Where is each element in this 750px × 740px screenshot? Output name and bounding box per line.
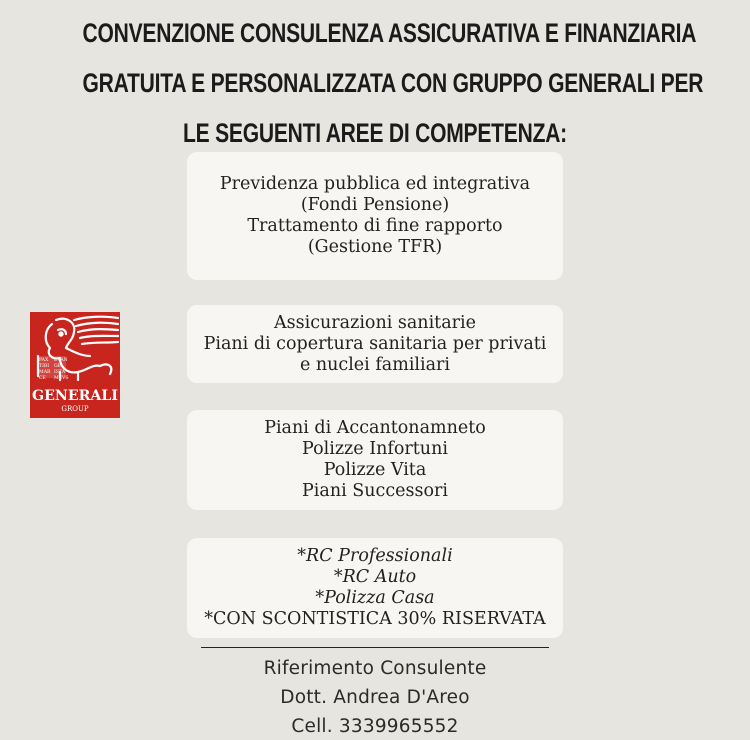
heading-line-3: LE SEGUENTI AREE DI COMPETENZA: <box>183 118 567 148</box>
card-assicurazioni-sanitarie <box>187 305 563 383</box>
contact-name: Dott. Andrea D'Areo <box>280 687 470 708</box>
card-line: Polizze Vita <box>323 460 427 480</box>
card-line: Assicurazioni sanitarie <box>274 312 476 333</box>
card-line: *CON SCONTISTICA 30% RISERVATA <box>204 609 546 629</box>
card-rc-polizze <box>187 538 563 638</box>
card-line: Polizze Infortuni <box>302 439 448 459</box>
card-line: Previdenza pubblica ed integrativa <box>219 174 531 194</box>
card-line: *RC Auto <box>333 567 417 587</box>
logo-motto-5: EVAN <box>54 358 68 363</box>
logo-motto-8: MEVS <box>54 376 69 381</box>
logo-wordmark: GENERALI <box>32 388 118 404</box>
page-heading <box>82 8 704 158</box>
card-line: e nuclei familiari <box>299 354 451 375</box>
logo-motto-7: ISTA <box>54 370 66 375</box>
card-piani-polizze <box>187 410 563 510</box>
heading-line-2: GRATUITA E PERSONALIZZATA CON GRUPPO GENERALI PER <box>82 68 704 98</box>
contact-title: Riferimento Consulente <box>263 658 487 679</box>
card-line: Piani di Accantonamneto <box>264 418 486 438</box>
logo-motto-4: CE <box>39 376 46 381</box>
card-line: *RC Professionali <box>297 546 453 566</box>
logo-motto-6: GEL <box>54 364 65 369</box>
card-line: Piani Successori <box>302 481 448 501</box>
contact-phone: Cell. 3339965552 <box>291 716 459 737</box>
logo-sub: GROUP <box>61 405 89 413</box>
heading-line-1: CONVENZIONE CONSULENZA ASSICURATIVA E FINANZIARIA <box>82 18 697 48</box>
divider <box>201 647 549 648</box>
logo-motto-3: MAR <box>39 370 51 375</box>
card-line: Piani di copertura sanitaria per privati <box>203 333 547 354</box>
card-line: Trattamento di fine rapporto <box>247 216 503 236</box>
card-line: (Gestione TFR) <box>307 237 443 257</box>
winged-lion-icon <box>30 312 120 418</box>
card-line: *Polizza Casa <box>315 588 435 608</box>
card-previdenza <box>187 152 563 280</box>
generali-logo <box>30 312 120 418</box>
logo-motto-1: PAX <box>39 358 49 363</box>
card-line: (Fondi Pensione) <box>300 195 450 215</box>
logo-motto-2: TIBI <box>39 364 50 369</box>
